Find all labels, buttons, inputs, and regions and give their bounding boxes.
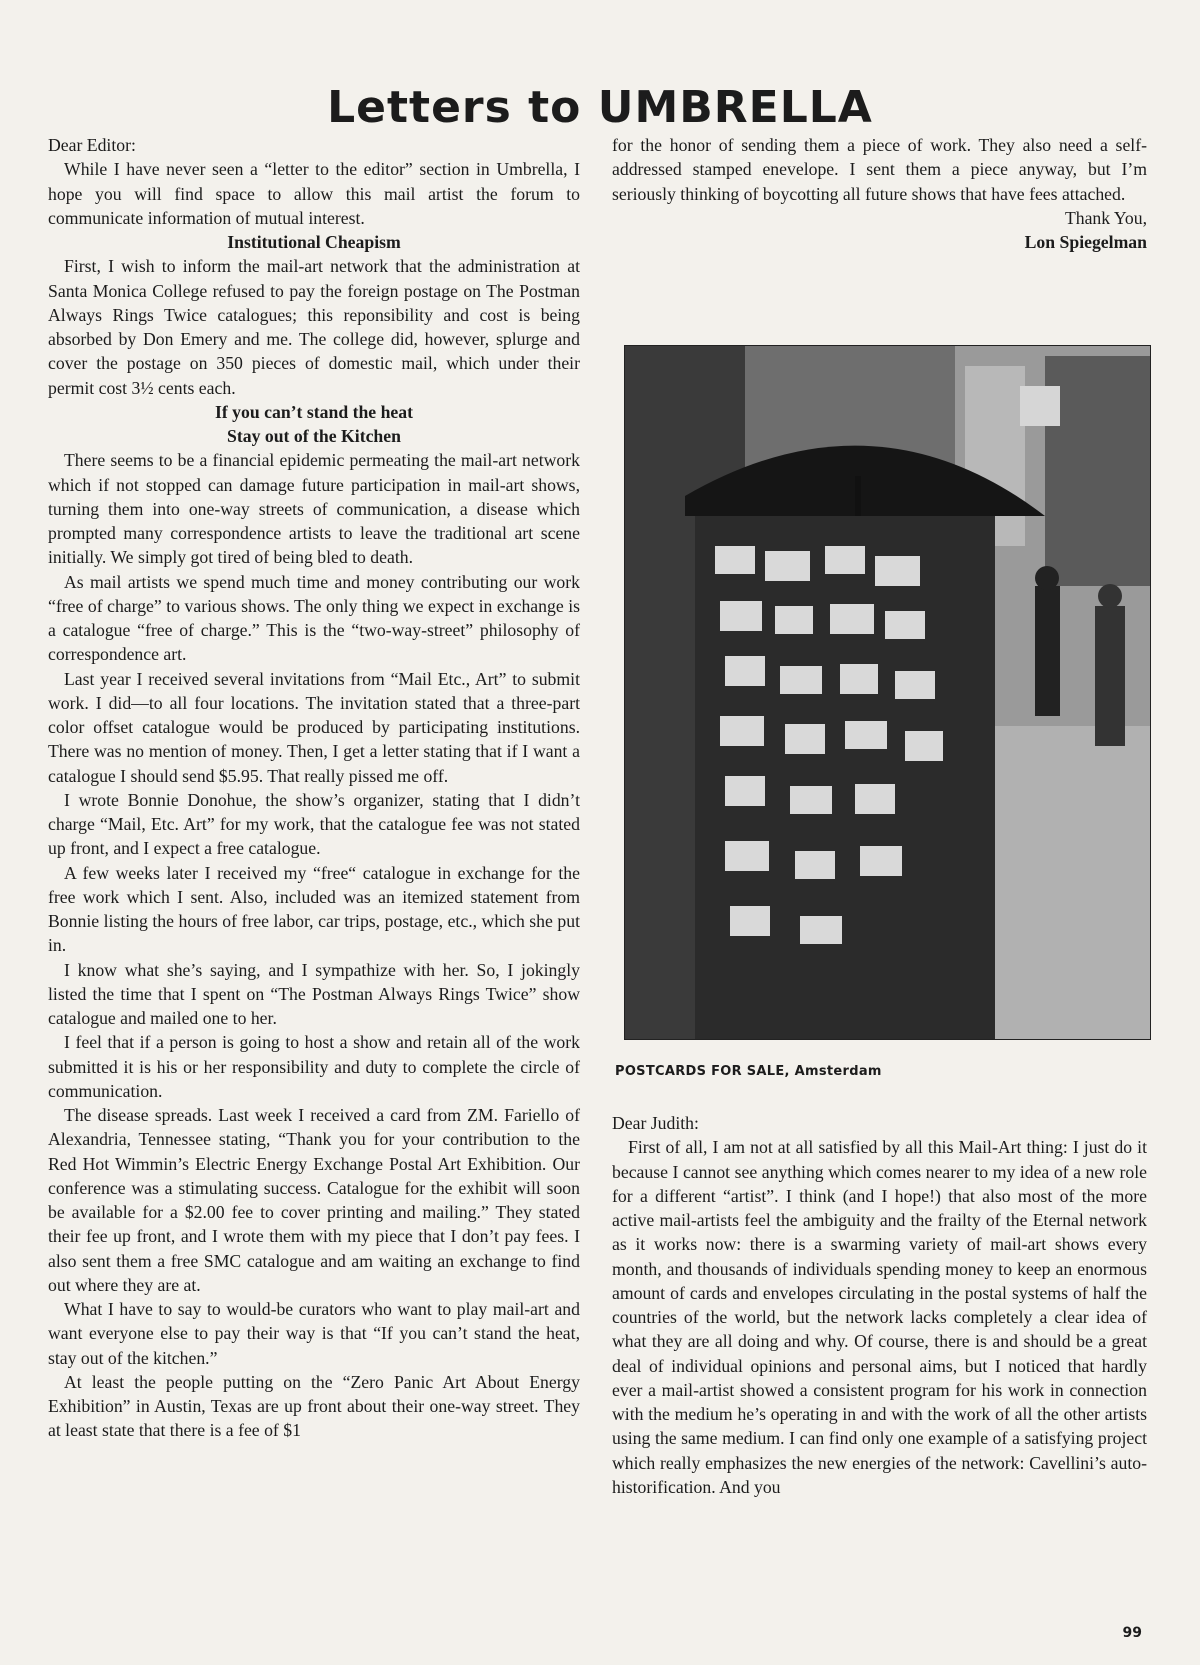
page-title: Letters to UMBRELLA [327,82,873,133]
letter2-paragraph: First of all, I am not at all satisfied by all this Mail-Art thing: I just do it because I cannot see anything which comes nearer to my idea of a new role for a different “artist”. I think (and I hope!) that also most of the more active mail-artists feel the ambiguity and the frailty of the Eternal network as it works now: there is a swarming variety of mail-art shows every month, and thousands of individuals spending money to keep an enormous amount of cards and envelopes circulating in the postal systems of half the countries of the world, but the network lacks completely a clear idea of what they are all doing and why. Of course, there is and should be a great deal of individual opinions and personal aims, but I noticed that hardly ever a mail-artist showed a consistent program for his work in connection with the medium he’s operating in and with the work of all the other artists using the same medium. I can find only one example of a satisfying project which really emphasizes the new energies of the network: Cavellini’s auto-historification. And you [612,1137,1147,1497]
letter1-paragraph: A few weeks later I received my “free“ catalogue in exchange for the free work which I sent. Also, included was an itemized statement from Bonnie listing the hours of free labor, car trips, postage, etc., which she put in. [48,862,580,956]
letter1-heading-institutional-cheapism: Institutional Cheapism [227,232,401,252]
photo-caption-title: POSTCARDS FOR SALE, [615,1064,790,1079]
letter1-paragraph: What I have to say to would-be curators who want to play mail-art and want everyone else to pay their way is that “If you can’t stand the heat, stay out of the kitchen.” [48,1299,580,1368]
letter1-paragraph: I feel that if a person is going to host a show and retain all of the work submitted it is his or her responsibility and duty to complete the circle of communication. [48,1032,580,1101]
letter1-signoff [612,206,1147,255]
letter1-intro: While I have never seen a “letter to the editor” section in Umbrella, I hope you will find space to allow this mail artist the forum to communicate information of mutual interest. [48,159,580,228]
postcard-stand-photo [624,345,1151,1040]
page-number: 99 [1122,1625,1142,1641]
letter1-paragraph: First, I wish to inform the mail-art network that the administration at Santa Monica College refused to pay the foreign postage on The Postman Always Rings Twice catalogues; this reponsibility and cost is being absorbed by Don Emery and me. The college did, however, splurge and cover the postage on 350 pieces of domestic mail, which under their permit cost 3½ cents each. [48,256,580,398]
letter1-paragraph: The disease spreads. Last week I received a card from ZM. Fariello of Alexandria, Tennessee stating, “Thank you for your contribution to the Red Hot Wimmin’s Electric Energy Exchange Postal Art Exhibition. Our conference was a stimulating success. Catalogue for the exhibit will soon be available for a $2.00 fee to cover printing and mailing.” They stated their fee up front, and I wrote them with my piece that I don’t pay fees. I also sent them a free SMC catalogue and am waiting an exchange to find out where they are at. [48,1105,580,1295]
letter1-paragraph: At least the people putting on the “Zero Panic Art About Energy Exhibition” in Austin, Texas are up front about their one-way street. They at least state that there is a fee of $1 [48,1371,580,1441]
photo-caption-place: Amsterdam [794,1064,882,1079]
letter2-salutation: Dear Judith: [612,1113,699,1133]
street-photo-illustration [625,346,1150,1039]
letter1-signature: Lon Spiegelman [1024,232,1147,252]
letter-column-right-bottom [612,1111,1147,1499]
letter1-paragraph: Last year I received several invitations from “Mail Etc., Art” to submit work. I did—to all four locations. The invitation stated that a three-part color offset catalogue would be produced by participating institutions. There was no mention of money. Then, I get a letter stating that if I want a catalogue I should send $5.95. That really pissed me off. [48,668,580,786]
letter1-paragraph: I know what she’s saying, and I sympathize with her. So, I jokingly listed the time that I spent on “The Postman Always Rings Twice” show catalogue and mailed one to her. [48,959,580,1028]
letter-column-left [48,133,580,1443]
letter1-heading-heat-b: Stay out of the Kitchen [227,426,401,446]
letter1-heading-heat-a: If you can’t stand the heat [214,401,413,422]
letter1-paragraph: I wrote Bonnie Donohue, the show’s organizer, stating that I didn’t charge “Mail, Etc. Art” for my work, that the catalogue fee was not stated up front, and I expect a free catalogue. [48,789,580,859]
letter1-closing: Thank You, [1064,207,1147,228]
letter1-salutation: Dear Editor: [48,135,136,155]
letter1-paragraph: There seems to be a financial epidemic permeating the mail-art network which if not stopped can damage future participation in mail-art shows, turning them into one-way streets of communication, a disease which prompted many correspondence artists to leave the traditional art scene initially. We simply got tired of being bled to death. [48,450,580,568]
letter-column-right-top [612,133,1147,254]
photo-caption [615,1064,1015,1079]
letter1-paragraph-continued: for the honor of sending them a piece of work. They also need a self-addressed stamped enevelope. I sent them a piece anyway, but I’m seriously thinking of boycotting all future shows that have fees attached. [612,135,1147,204]
letter1-paragraph: As mail artists we spend much time and money contributing our work “free of charge” to various shows. The only thing we expect in exchange is a catalogue “free of charge.” This is the “two-way-street” philosophy of correspondence art. [48,571,580,665]
